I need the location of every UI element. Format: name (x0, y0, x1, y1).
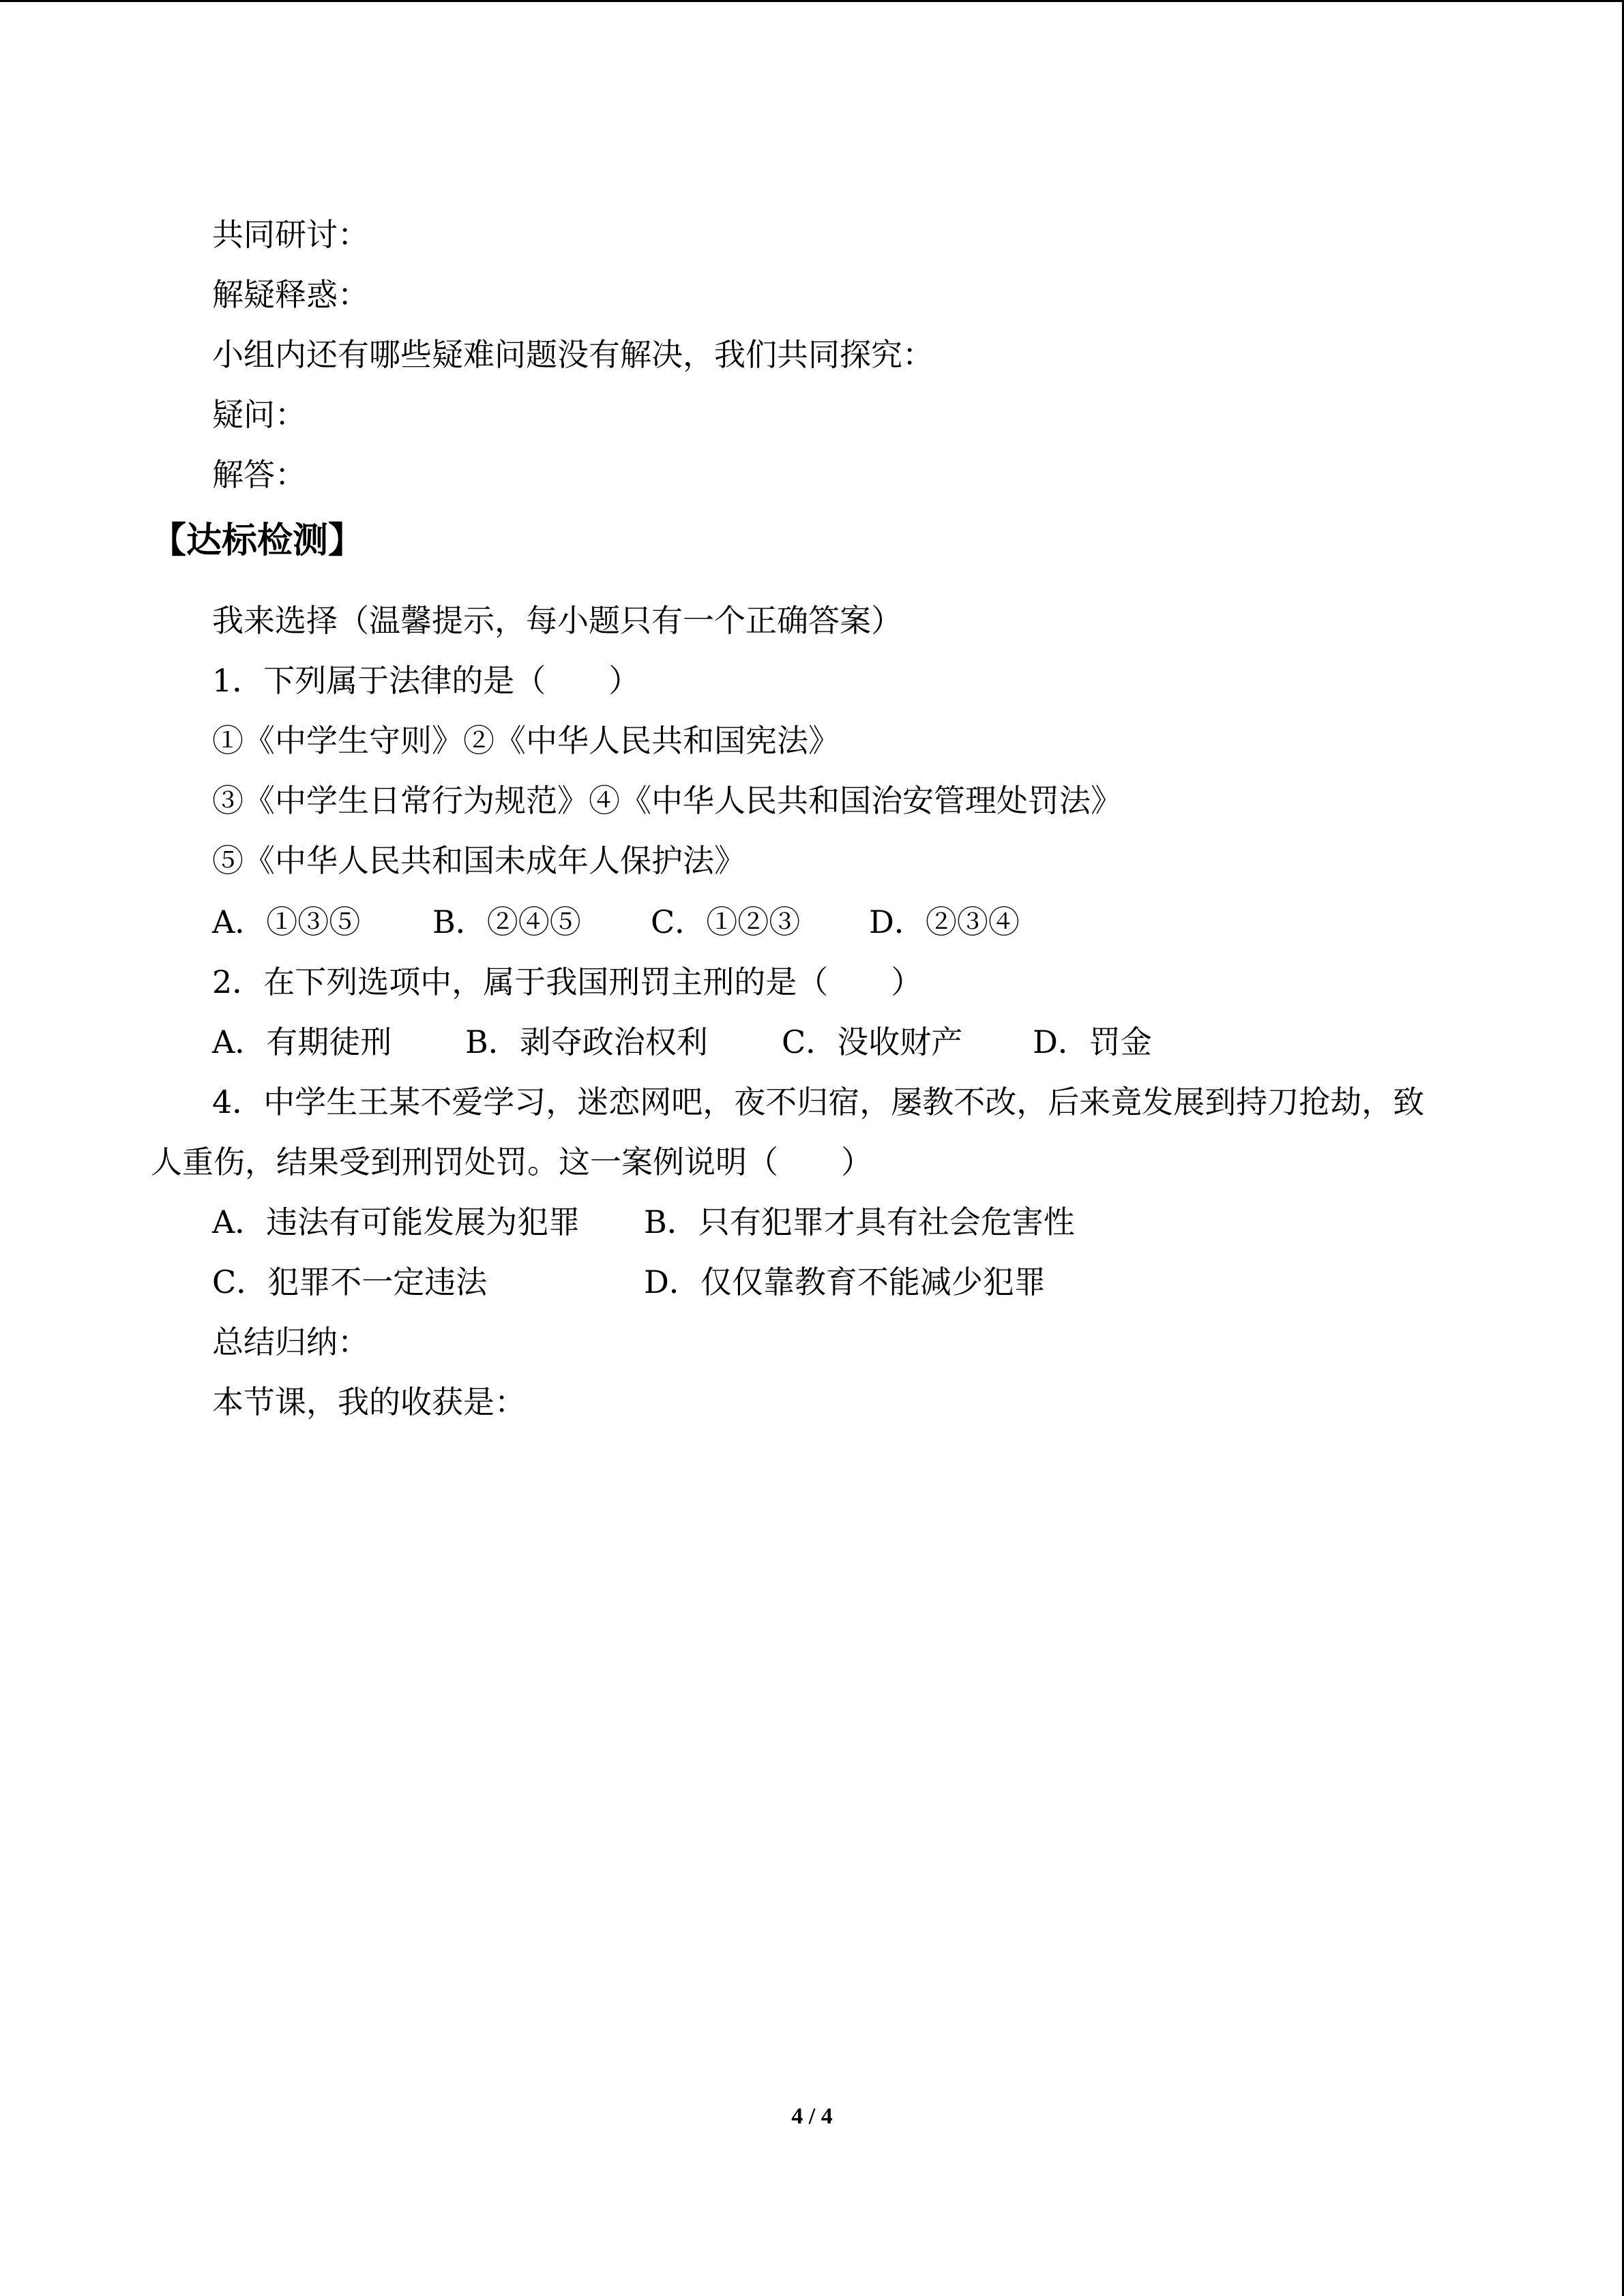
q1-stem: 1．下列属于法律的是（ ） (212, 662, 640, 699)
q4-option-a: A．违法有可能发展为犯罪 (212, 1204, 580, 1240)
label-cooperate: 共同研讨： (212, 216, 369, 253)
q1-items-line1: ①《中学生守则》②《中华人民共和国宪法》 (212, 722, 840, 759)
label-resolve: 解疑释惑： (212, 276, 369, 313)
q2-stem: 2．在下列选项中，属于我国刑罚主刑的是（ ） (212, 964, 923, 1000)
discussion-prompt: 小组内还有哪些疑难问题没有解决，我们共同探究： (212, 336, 934, 373)
q4-option-b: B．只有犯罪才具有社会危害性 (644, 1204, 1075, 1240)
q1-option-a: A．①③⑤ (212, 904, 361, 940)
q1-items-line3: ⑤《中华人民共和国未成年人保护法》 (212, 842, 745, 879)
q2-option-d: D．罚金 (1033, 1024, 1152, 1060)
q1-option-d: D．②③④ (869, 904, 1020, 940)
q1-items-line2: ③《中学生日常行为规范》④《中华人民共和国治安管理处罚法》 (212, 782, 1122, 819)
q4-stem-line1: 4．中学生王某不爱学习，迷恋网吧，夜不归宿，屡教不改，后来竟发展到持刀抢劫，致 (212, 1084, 1425, 1120)
q4-option-d: D．仅仅靠教育不能减少犯罪 (644, 1264, 1046, 1300)
q2-option-c: C．没收财产 (782, 1024, 963, 1060)
page-number: 4 / 4 (791, 2104, 833, 2129)
q1-option-b: B．②④⑤ (432, 904, 581, 940)
label-question: 疑问： (212, 396, 306, 433)
q4-option-c: C．犯罪不一定违法 (212, 1264, 488, 1300)
q2-option-b: B．剥夺政治权利 (465, 1024, 708, 1060)
q2-option-a: A．有期徒刑 (212, 1024, 392, 1060)
summary-label: 总结归纳： (212, 1324, 369, 1360)
label-answer: 解答： (212, 456, 306, 493)
q1-option-c: C．①②③ (651, 904, 801, 940)
q4-stem-line2: 人重伤，结果受到刑罚处罚。这一案例说明（ ） (151, 1144, 872, 1180)
summary-prompt: 本节课，我的收获是： (212, 1384, 526, 1420)
section-title: 【达标检测】 (151, 520, 364, 561)
quiz-intro: 我来选择（温馨提示，每小题只有一个正确答案） (212, 602, 902, 639)
